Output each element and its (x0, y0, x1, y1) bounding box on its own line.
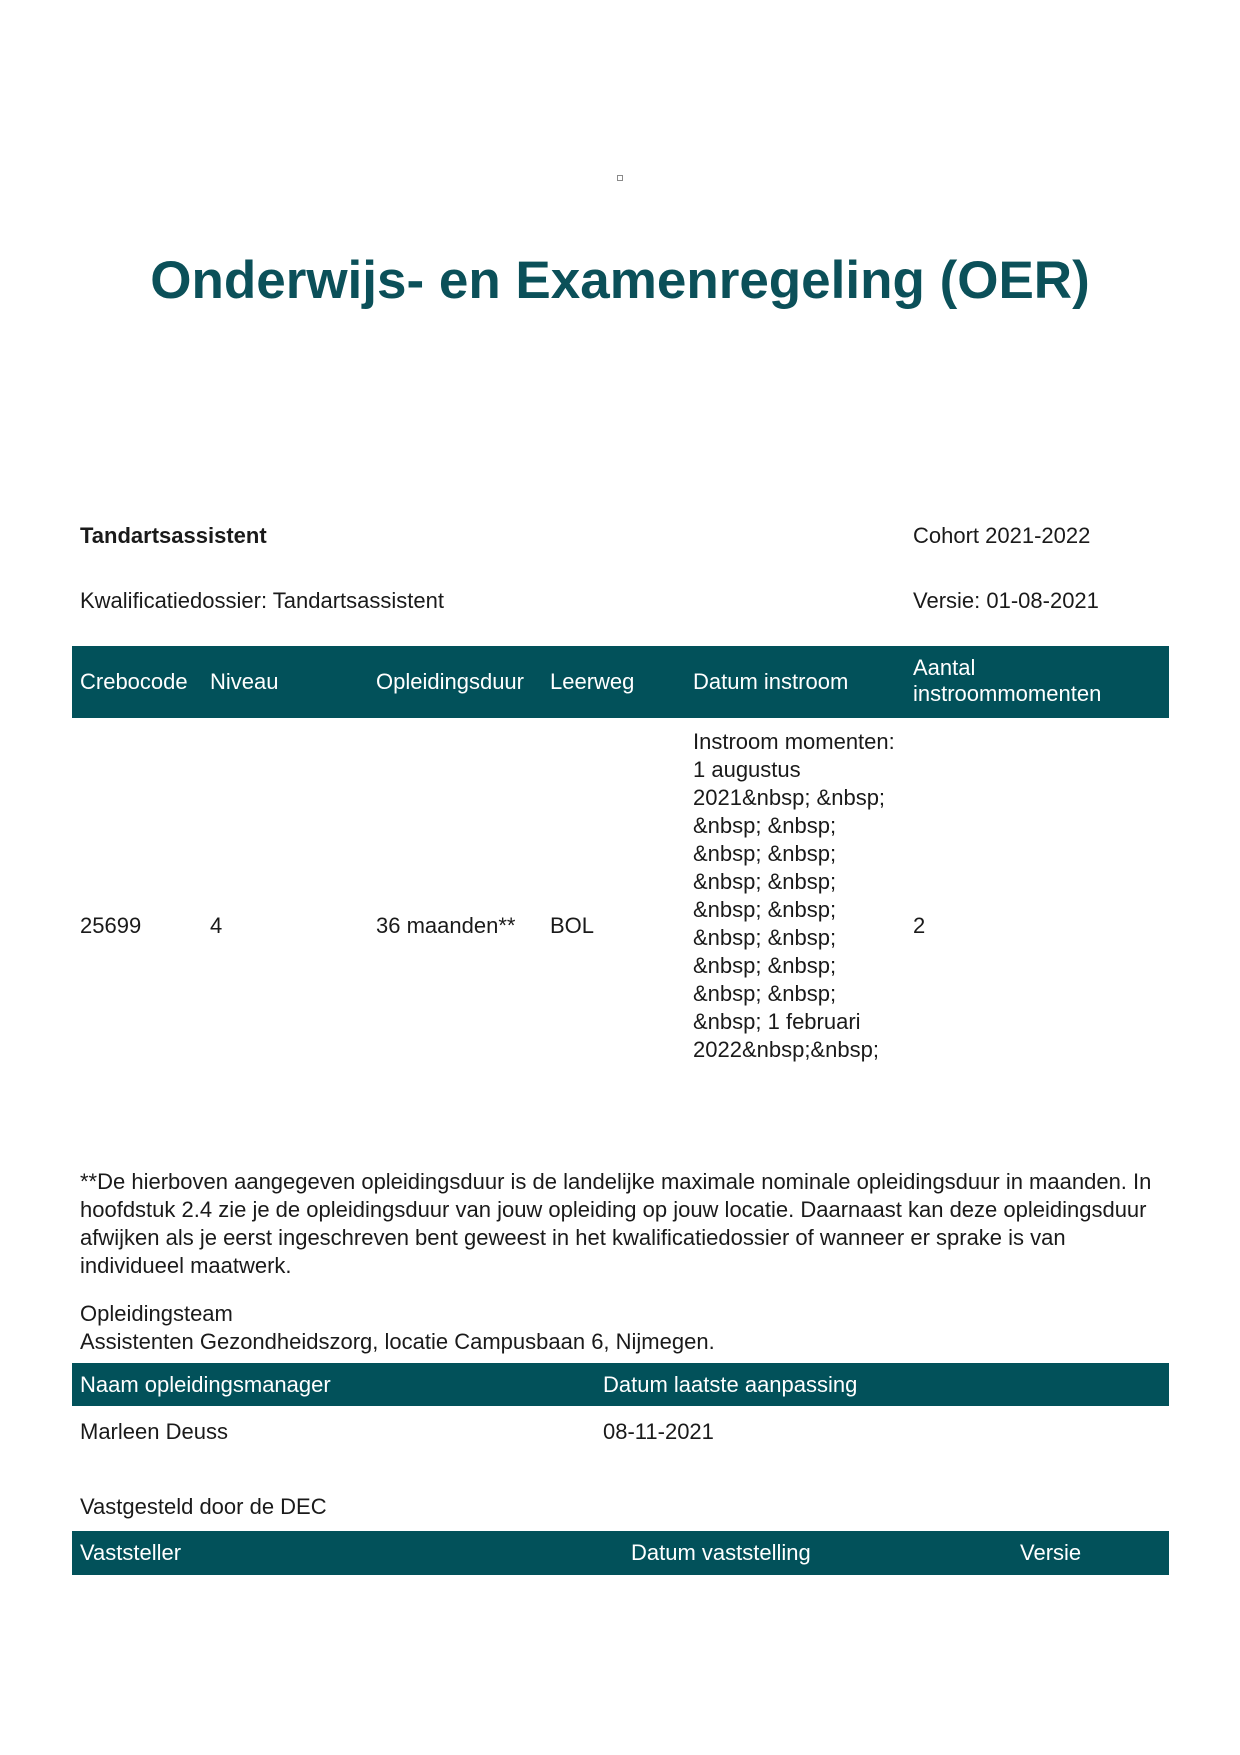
program-table-header (72, 646, 1169, 718)
last-modified-date: 08-11-2021 (603, 1419, 714, 1444)
cell-opleidingsduur: 36 maanden** (376, 913, 516, 938)
version-label: Versie: 01-08-2021 (913, 588, 1099, 613)
team-name: Assistenten Gezondheidszorg, locatie Campusbaan 6, Nijmegen. (80, 1329, 715, 1354)
col-leerweg: Leerweg (550, 669, 635, 694)
col-datum-vaststelling: Datum vaststelling (631, 1540, 811, 1565)
cell-instroommomenten: 2 (913, 913, 926, 938)
cell-datum-instroom: Instroom momenten: 1 augustus 2021&nbsp; &nbsp; &nbsp; &nbsp; &nbsp; &nbsp; &nbsp; &nbsp; &nbsp; &nbsp; &nbsp; &nbsp; &nbsp; &nbsp; &nbsp; &nbsp; &nbsp; 1 februari 2022&nbsp;&nbsp; (693, 729, 895, 1062)
col-vaststeller: Vaststeller (80, 1540, 182, 1565)
cell-leerweg: BOL (550, 913, 595, 938)
dec-table-header (72, 1531, 1169, 1575)
col-opleidingsduur: Opleidingsduur (376, 669, 524, 694)
logo-placeholder (617, 175, 623, 181)
dec-label: Vastgesteld door de DEC (80, 1494, 327, 1519)
cell-crebocode: 25699 (80, 913, 142, 938)
cell-niveau: 4 (210, 913, 223, 938)
cohort-label: Cohort 2021-2022 (913, 523, 1091, 548)
dossier-label: Kwalificatiedossier: Tandartsassistent (80, 588, 444, 613)
manager-name: Marleen Deuss (80, 1419, 228, 1444)
col-niveau: Niveau (210, 669, 279, 694)
manager-table-header (72, 1363, 1169, 1406)
table-row (72, 718, 1169, 1128)
col-crebocode: Crebocode (80, 669, 188, 694)
program-name: Tandartsassistent (80, 523, 267, 548)
col-naam-opleidingsmanager: Naam opleidingsmanager (80, 1372, 331, 1397)
footnote: **De hierboven aangegeven opleidingsduur is de landelijke maximale nominale opleidingsduur in maanden. In hoofdstuk 2.4 zie je de opleidingsduur van jouw opleiding op jouw locatie. Daarnaast kan deze opleidingsduur afwijken als je eerst ingeschreven bent geweest in het kwalificatiedossier of wanneer er sprake is van individueel maatwerk. (80, 1169, 1152, 1278)
col-aantal-instroommomenten: Aantal instroommomenten (913, 655, 1102, 706)
col-datum-instroom: Datum instroom (693, 669, 849, 694)
team-label: Opleidingsteam (80, 1301, 233, 1326)
col-datum-laatste-aanpassing: Datum laatste aanpassing (603, 1372, 858, 1397)
page-title: Onderwijs- en Examenregeling (OER) (150, 251, 1090, 310)
col-versie: Versie (1020, 1540, 1082, 1565)
